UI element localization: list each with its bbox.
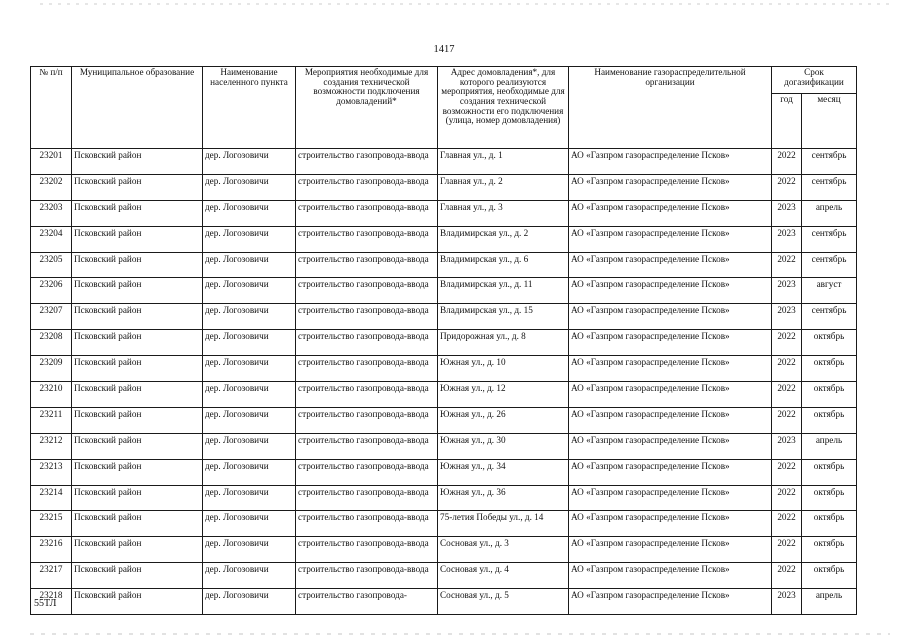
cell-year: 2023 [772, 200, 802, 226]
cell-locality: дер. Логозовичи [203, 278, 296, 304]
cell-organization: АО «Газпром газораспределение Псков» [569, 200, 772, 226]
cell-year: 2023 [772, 226, 802, 252]
cell-year: 2022 [772, 174, 802, 200]
cell-municipality: Псковский район [72, 278, 203, 304]
cell-organization: АО «Газпром газораспределение Псков» [569, 433, 772, 459]
cell-activity: строительство газопровода-ввода [296, 407, 438, 433]
cell-month: апрель [802, 433, 857, 459]
cell-organization: АО «Газпром газораспределение Псков» [569, 304, 772, 330]
cell-locality: дер. Логозовичи [203, 459, 296, 485]
cell-address: Владимирская ул., д. 2 [438, 226, 569, 252]
cell-municipality: Псковский район [72, 563, 203, 589]
cell-year: 2022 [772, 511, 802, 537]
table-row [31, 304, 857, 330]
cell-organization: АО «Газпром газораспределение Псков» [569, 174, 772, 200]
header-locality: Наименование населенного пункта [203, 67, 296, 149]
cell-month: апрель [802, 200, 857, 226]
cell-address: Главная ул., д. 1 [438, 149, 569, 175]
cell-num: 23203 [31, 200, 72, 226]
table-row [31, 382, 857, 408]
cell-activity: строительство газопровода- [296, 589, 438, 615]
cell-month: октябрь [802, 511, 857, 537]
cell-address: Сосновая ул., д. 3 [438, 537, 569, 563]
cell-locality: дер. Логозовичи [203, 485, 296, 511]
table-row [31, 174, 857, 200]
cell-address: Владимирская ул., д. 15 [438, 304, 569, 330]
table-row [31, 356, 857, 382]
cell-year: 2022 [772, 149, 802, 175]
cell-organization: АО «Газпром газораспределение Псков» [569, 356, 772, 382]
header-num: № п/п [31, 67, 72, 149]
cell-num: 23217 [31, 563, 72, 589]
cell-municipality: Псковский район [72, 304, 203, 330]
table-body [31, 149, 857, 615]
cell-activity: строительство газопровода-ввода [296, 149, 438, 175]
cell-year: 2022 [772, 459, 802, 485]
cell-municipality: Псковский район [72, 589, 203, 615]
cell-month: октябрь [802, 356, 857, 382]
cell-activity: строительство газопровода-ввода [296, 226, 438, 252]
cell-activity: строительство газопровода-ввода [296, 174, 438, 200]
cell-num: 23212 [31, 433, 72, 459]
gasification-table [30, 66, 857, 615]
cell-num: 23209 [31, 356, 72, 382]
cell-month: сентябрь [802, 252, 857, 278]
cell-activity: строительство газопровода-ввода [296, 459, 438, 485]
cell-locality: дер. Логозовичи [203, 304, 296, 330]
cell-municipality: Псковский район [72, 174, 203, 200]
header-activity: Мероприятия необходимые для создания технической возможности подключения домовладений* [296, 67, 438, 149]
cell-month: октябрь [802, 330, 857, 356]
table-row [31, 459, 857, 485]
cell-address: Владимирская ул., д. 6 [438, 252, 569, 278]
footer-code: 55ТЛ [34, 598, 57, 609]
cell-organization: АО «Газпром газораспределение Псков» [569, 537, 772, 563]
cell-organization: АО «Газпром газораспределение Псков» [569, 278, 772, 304]
table-row [31, 537, 857, 563]
cell-year: 2022 [772, 563, 802, 589]
cell-month: сентябрь [802, 304, 857, 330]
cell-year: 2022 [772, 356, 802, 382]
cell-municipality: Псковский район [72, 149, 203, 175]
cell-address: Главная ул., д. 3 [438, 200, 569, 226]
cell-municipality: Псковский район [72, 485, 203, 511]
cell-num: 23218 [31, 589, 72, 615]
table-row [31, 589, 857, 615]
table-row [31, 149, 857, 175]
cell-municipality: Псковский район [72, 200, 203, 226]
cell-locality: дер. Логозовичи [203, 407, 296, 433]
cell-locality: дер. Логозовичи [203, 382, 296, 408]
cell-month: сентябрь [802, 149, 857, 175]
cell-num: 23215 [31, 511, 72, 537]
cell-municipality: Псковский район [72, 459, 203, 485]
table-row [31, 278, 857, 304]
cell-month: октябрь [802, 485, 857, 511]
header-month: месяц [802, 94, 857, 149]
table-row [31, 330, 857, 356]
cell-municipality: Псковский район [72, 330, 203, 356]
cell-year: 2023 [772, 433, 802, 459]
header-municipality: Муниципальное образование [72, 67, 203, 149]
cell-year: 2023 [772, 304, 802, 330]
cell-address: Южная ул., д. 12 [438, 382, 569, 408]
cell-organization: АО «Газпром газораспределение Псков» [569, 252, 772, 278]
cell-municipality: Псковский район [72, 252, 203, 278]
table-row [31, 433, 857, 459]
cell-year: 2022 [772, 382, 802, 408]
cell-locality: дер. Логозовичи [203, 511, 296, 537]
cell-activity: строительство газопровода-ввода [296, 278, 438, 304]
cell-year: 2022 [772, 485, 802, 511]
scan-noise-top [40, 3, 890, 5]
cell-municipality: Псковский район [72, 433, 203, 459]
cell-month: октябрь [802, 407, 857, 433]
cell-year: 2022 [772, 407, 802, 433]
cell-activity: строительство газопровода-ввода [296, 304, 438, 330]
cell-activity: строительство газопровода-ввода [296, 485, 438, 511]
cell-municipality: Псковский район [72, 511, 203, 537]
cell-address: Главная ул., д. 2 [438, 174, 569, 200]
cell-organization: АО «Газпром газораспределение Псков» [569, 563, 772, 589]
cell-organization: АО «Газпром газораспределение Псков» [569, 149, 772, 175]
cell-activity: строительство газопровода-ввода [296, 200, 438, 226]
cell-locality: дер. Логозовичи [203, 252, 296, 278]
cell-activity: строительство газопровода-ввода [296, 252, 438, 278]
cell-year: 2022 [772, 330, 802, 356]
cell-year: 2022 [772, 537, 802, 563]
cell-locality: дер. Логозовичи [203, 200, 296, 226]
cell-month: август [802, 278, 857, 304]
cell-address: Владимирская ул., д. 11 [438, 278, 569, 304]
cell-locality: дер. Логозовичи [203, 149, 296, 175]
cell-num: 23202 [31, 174, 72, 200]
table-row [31, 485, 857, 511]
cell-locality: дер. Логозовичи [203, 174, 296, 200]
cell-municipality: Псковский район [72, 226, 203, 252]
cell-address: Южная ул., д. 30 [438, 433, 569, 459]
cell-address: Южная ул., д. 26 [438, 407, 569, 433]
cell-organization: АО «Газпром газораспределение Псков» [569, 459, 772, 485]
cell-activity: строительство газопровода-ввода [296, 511, 438, 537]
cell-activity: строительство газопровода-ввода [296, 563, 438, 589]
cell-organization: АО «Газпром газораспределение Псков» [569, 485, 772, 511]
cell-municipality: Псковский район [72, 356, 203, 382]
cell-municipality: Псковский район [72, 407, 203, 433]
cell-locality: дер. Логозовичи [203, 537, 296, 563]
cell-address: Придорожная ул., д. 8 [438, 330, 569, 356]
cell-num: 23213 [31, 459, 72, 485]
cell-month: сентябрь [802, 174, 857, 200]
header-year: год [772, 94, 802, 149]
cell-municipality: Псковский район [72, 537, 203, 563]
cell-year: 2022 [772, 252, 802, 278]
cell-address: Южная ул., д. 10 [438, 356, 569, 382]
cell-month: сентябрь [802, 226, 857, 252]
cell-activity: строительство газопровода-ввода [296, 382, 438, 408]
cell-locality: дер. Логозовичи [203, 330, 296, 356]
header-organization: Наименование газораспределительной организации [569, 67, 772, 149]
cell-month: апрель [802, 589, 857, 615]
cell-organization: АО «Газпром газораспределение Псков» [569, 226, 772, 252]
cell-address: 75-летия Победы ул., д. 14 [438, 511, 569, 537]
cell-num: 23208 [31, 330, 72, 356]
cell-num: 23211 [31, 407, 72, 433]
cell-locality: дер. Логозовичи [203, 563, 296, 589]
cell-address: Южная ул., д. 34 [438, 459, 569, 485]
table-row [31, 226, 857, 252]
cell-organization: АО «Газпром газораспределение Псков» [569, 330, 772, 356]
cell-num: 23216 [31, 537, 72, 563]
cell-activity: строительство газопровода-ввода [296, 330, 438, 356]
cell-activity: строительство газопровода-ввода [296, 537, 438, 563]
cell-num: 23206 [31, 278, 72, 304]
page-number: 1417 [433, 44, 455, 55]
cell-address: Южная ул., д. 36 [438, 485, 569, 511]
cell-organization: АО «Газпром газораспределение Псков» [569, 589, 772, 615]
cell-locality: дер. Логозовичи [203, 433, 296, 459]
cell-organization: АО «Газпром газораспределение Псков» [569, 511, 772, 537]
cell-num: 23210 [31, 382, 72, 408]
cell-num: 23214 [31, 485, 72, 511]
cell-activity: строительство газопровода-ввода [296, 433, 438, 459]
cell-locality: дер. Логозовичи [203, 356, 296, 382]
cell-num: 23207 [31, 304, 72, 330]
cell-activity: строительство газопровода-ввода [296, 356, 438, 382]
cell-month: октябрь [802, 537, 857, 563]
cell-month: октябрь [802, 459, 857, 485]
cell-num: 23201 [31, 149, 72, 175]
cell-month: октябрь [802, 563, 857, 589]
table-row [31, 200, 857, 226]
cell-year: 2023 [772, 589, 802, 615]
cell-address: Сосновая ул., д. 5 [438, 589, 569, 615]
cell-num: 23204 [31, 226, 72, 252]
table-row [31, 252, 857, 278]
cell-address: Сосновая ул., д. 4 [438, 563, 569, 589]
table-row [31, 563, 857, 589]
table-header [31, 67, 857, 149]
cell-organization: АО «Газпром газораспределение Псков» [569, 382, 772, 408]
table-row [31, 407, 857, 433]
cell-municipality: Псковский район [72, 382, 203, 408]
header-period: Срок догазификации [772, 67, 857, 94]
cell-locality: дер. Логозовичи [203, 589, 296, 615]
cell-organization: АО «Газпром газораспределение Псков» [569, 407, 772, 433]
scan-noise-bottom [30, 633, 890, 635]
header-address: Адрес домовладения*, для которого реализуются мероприятия, необходимые для создания технической возможности его подключения (улица, номер домовладения) [438, 67, 569, 149]
cell-num: 23205 [31, 252, 72, 278]
cell-locality: дер. Логозовичи [203, 226, 296, 252]
cell-month: октябрь [802, 382, 857, 408]
cell-year: 2023 [772, 278, 802, 304]
table-row [31, 511, 857, 537]
